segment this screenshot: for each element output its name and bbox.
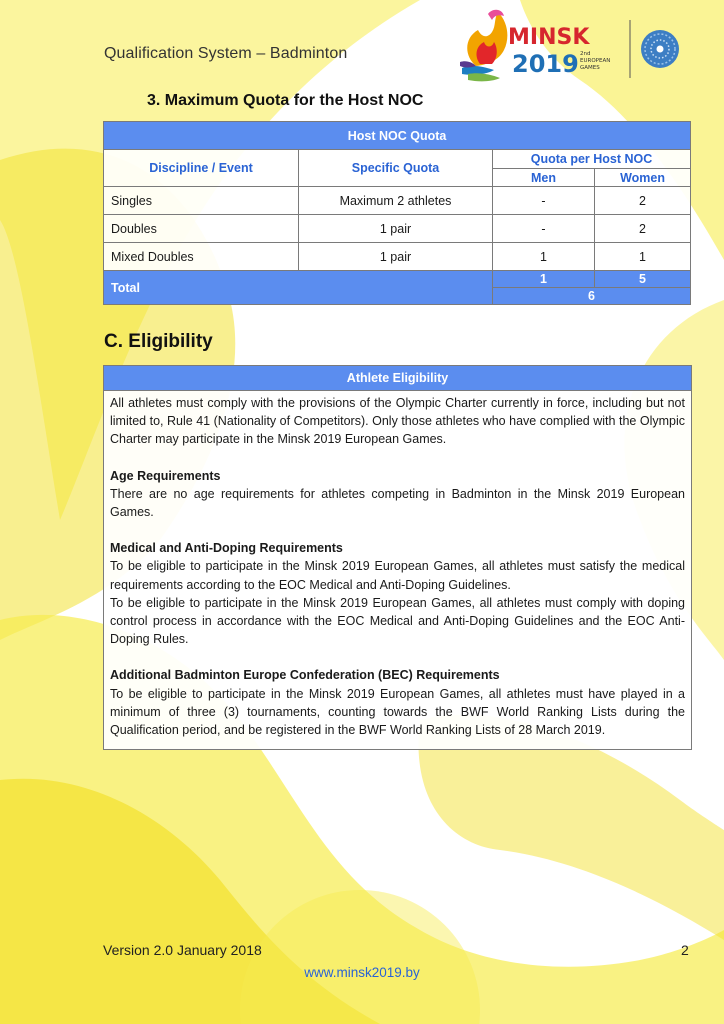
col-header-quota-per-noc: Quota per Host NOC [493,150,691,169]
table-row [104,243,691,271]
athlete-eligibility-title: Athlete Eligibility [104,366,691,391]
medical-requirements-text-2: To be eligible to participate in the Minsk 2019 European Games, all athletes must comply with doping control process in accordance with the EOC Medical and Anti-Doping Guidelines and the EOC Anti-Doping Rules. [110,595,685,647]
men-cell: 1 [493,243,595,271]
logo-year: 2019 [512,50,579,78]
table-row [104,215,691,243]
logo-word: MINSK [508,25,590,50]
grand-total: 6 [493,288,691,305]
event-cell: Mixed Doubles [104,243,299,271]
bec-requirements-text: To be eligible to participate in the Minsk 2019 European Games, all athletes must have played in a minimum of three (3) tournaments, counting towards the BWF World Ranking Lists during the Qualification period, and be registered in the BWF World Ranking Lists of 28 March 2019. [110,686,685,738]
minsk-2019-logo [458,8,686,88]
host-noc-quota-table [103,121,691,305]
athlete-eligibility-box [103,365,692,750]
men-cell: - [493,215,595,243]
total-men: 1 [493,271,595,288]
women-cell: 2 [595,215,691,243]
footer-page-number: 2 [681,942,689,958]
logo-tag-3: GAMES [580,65,600,71]
footer-website-link[interactable]: www.minsk2019.by [304,965,420,980]
quota-cell: 1 pair [299,215,493,243]
total-women: 5 [595,271,691,288]
athlete-eligibility-body [104,391,691,749]
age-requirements-text: There are no age requirements for athletes competing in Badminton in the Minsk 2019 European Games. [110,486,685,520]
medical-requirements-heading: Medical and Anti-Doping Requirements [110,541,343,556]
col-header-men: Men [493,169,595,187]
age-requirements-heading: Age Requirements [110,468,221,483]
eligibility-intro: All athletes must comply with the provisions of the Olympic Charter currently in force, including but not limited to, Rule 41 (Nationality of Competitors). Only those athletes who have complied with the Olympic Charter may participate in the Minsk 2019 European Games. [110,396,685,447]
logo-tag-2: EUROPEAN [580,58,611,64]
men-cell: - [493,187,595,215]
quota-cell: Maximum 2 athletes [299,187,493,215]
table-row [104,187,691,215]
section-c-heading: C. Eligibility [104,331,213,352]
table-title: Host NOC Quota [104,122,691,150]
bec-requirements-heading: Additional Badminton Europe Confederation (BEC) Requirements [110,668,500,683]
col-header-discipline: Discipline / Event [104,150,299,187]
document-header-title: Qualification System – Badminton [104,45,348,62]
women-cell: 2 [595,187,691,215]
women-cell: 1 [595,243,691,271]
event-cell: Doubles [104,215,299,243]
total-label: Total [104,271,493,305]
event-cell: Singles [104,187,299,215]
col-header-specific-quota: Specific Quota [299,150,493,187]
col-header-women: Women [595,169,691,187]
quota-cell: 1 pair [299,243,493,271]
section-3-heading: 3. Maximum Quota for the Host NOC [147,92,424,109]
logo-tag-1: 2nd [580,51,591,57]
footer-version: Version 2.0 January 2018 [103,942,262,958]
medical-requirements-text-1: To be eligible to participate in the Minsk 2019 European Games, all athletes must satisfy the medical requirements according to the EOC Medical and Anti-Doping Guidelines. [110,559,685,592]
